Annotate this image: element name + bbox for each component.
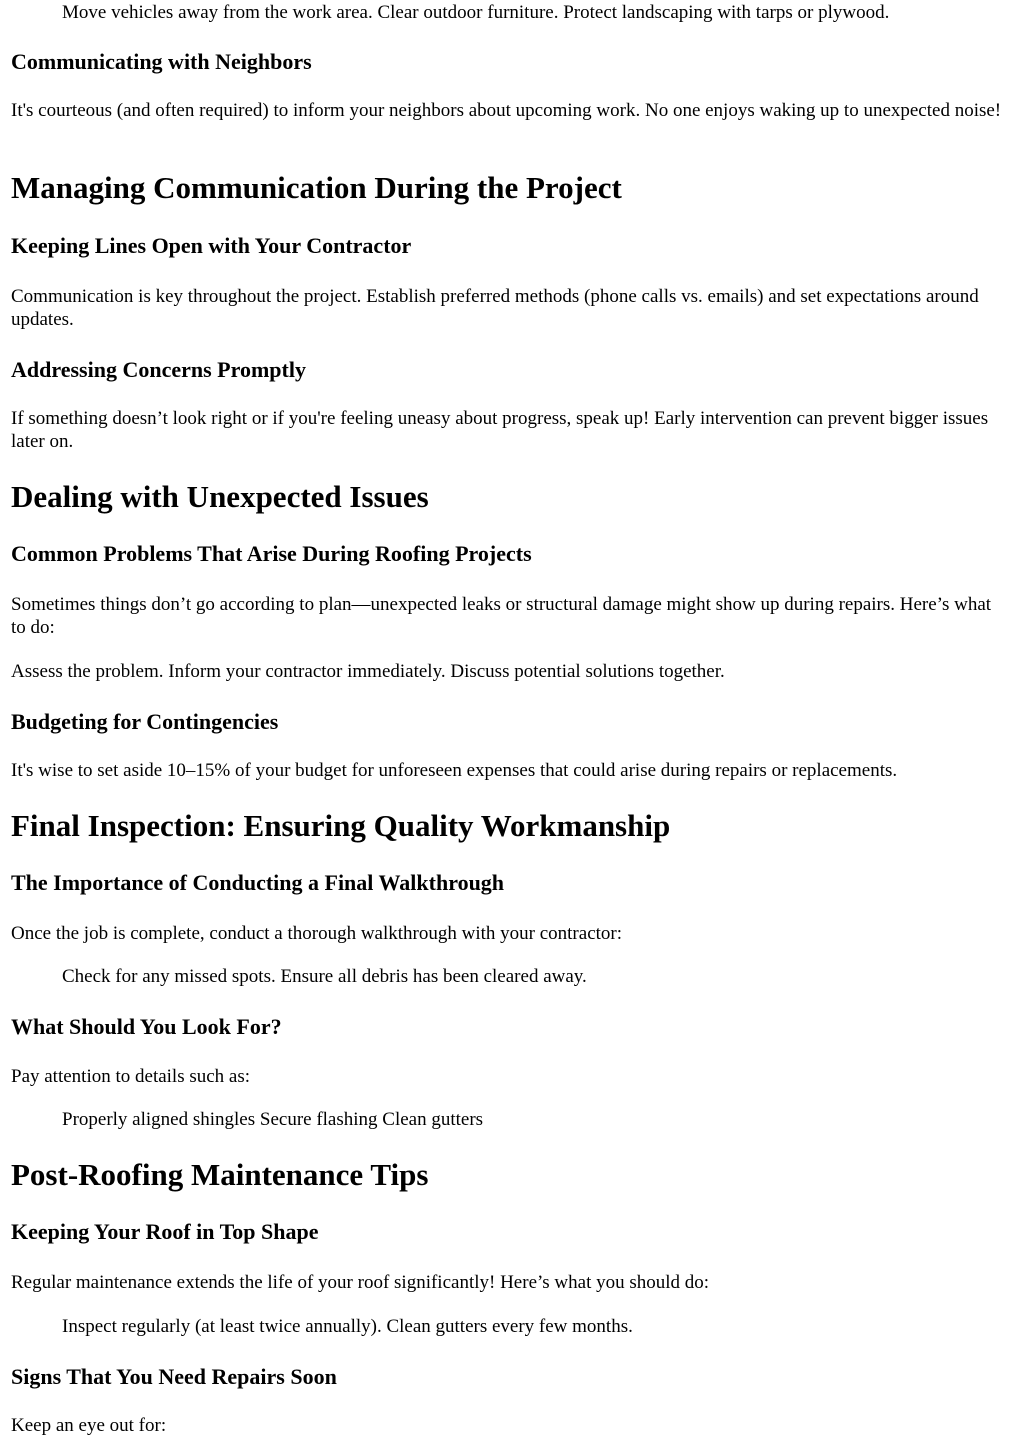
section-heading-walkthrough: The Importance of Conducting a Final Walkthrough [11,870,505,895]
maintenance-checklist: Inspect regularly (at least twice annually). Clean gutters every few months. [62,1316,633,1337]
heading-managing-communication: Managing Communication During the Project [11,170,622,205]
section-heading-neighbors: Communicating with Neighbors [11,49,312,74]
prep-steps-list: Move vehicles away from the work area. Clear outdoor furniture. Protect landscaping with tarps or plywood. [62,2,890,23]
heading-unexpected-issues: Dealing with Unexpected Issues [11,479,429,514]
paragraph-contingencies: It's wise to set aside 10–15% of your budget for unforeseen expenses that could arise during repairs or replacements. [11,760,898,781]
paragraph-concerns: If something doesn’t look right or if you're feeling uneasy about progress, speak up! Early intervention can prevent bigger issues later on. [11,408,989,452]
paragraph-look-for: Pay attention to details such as: [11,1066,251,1087]
section-heading-repair-signs: Signs That You Need Repairs Soon [11,1364,337,1389]
heading-final-inspection: Final Inspection: Ensuring Quality Workmanship [11,808,671,843]
section-heading-look-for: What Should You Look For? [11,1014,282,1039]
section-heading-concerns: Addressing Concerns Promptly [11,357,306,382]
paragraph-top-shape: Regular maintenance extends the life of your roof significantly! Here’s what you should do: [11,1272,710,1293]
walkthrough-checklist: Check for any missed spots. Ensure all debris has been cleared away. [62,966,587,987]
look-for-checklist: Properly aligned shingles Secure flashing Clean gutters [62,1109,484,1130]
paragraph-neighbors: It's courteous (and often required) to inform your neighbors about upcoming work. No one enjoys waking up to unexpected noise! [11,100,1002,121]
paragraph-walkthrough: Once the job is complete, conduct a thorough walkthrough with your contractor: [11,923,623,944]
section-heading-contractor-lines: Keeping Lines Open with Your Contractor [11,233,412,258]
paragraph-repair-signs: Keep an eye out for: [11,1415,167,1436]
section-heading-contingencies: Budgeting for Contingencies [11,709,279,734]
heading-maintenance-tips: Post-Roofing Maintenance Tips [11,1157,429,1192]
paragraph-common-problems: Sometimes things don’t go according to plan—unexpected leaks or structural damage might show up during repairs. Here’s what to do: [11,594,992,638]
section-heading-top-shape: Keeping Your Roof in Top Shape [11,1219,319,1244]
section-heading-common-problems: Common Problems That Arise During Roofing Projects [11,541,532,566]
paragraph-contractor-lines: Communication is key throughout the project. Establish preferred methods (phone calls vs. emails) and set expectations around updates. [11,286,979,330]
paragraph-problem-steps: Assess the problem. Inform your contractor immediately. Discuss potential solutions together. [11,661,725,682]
